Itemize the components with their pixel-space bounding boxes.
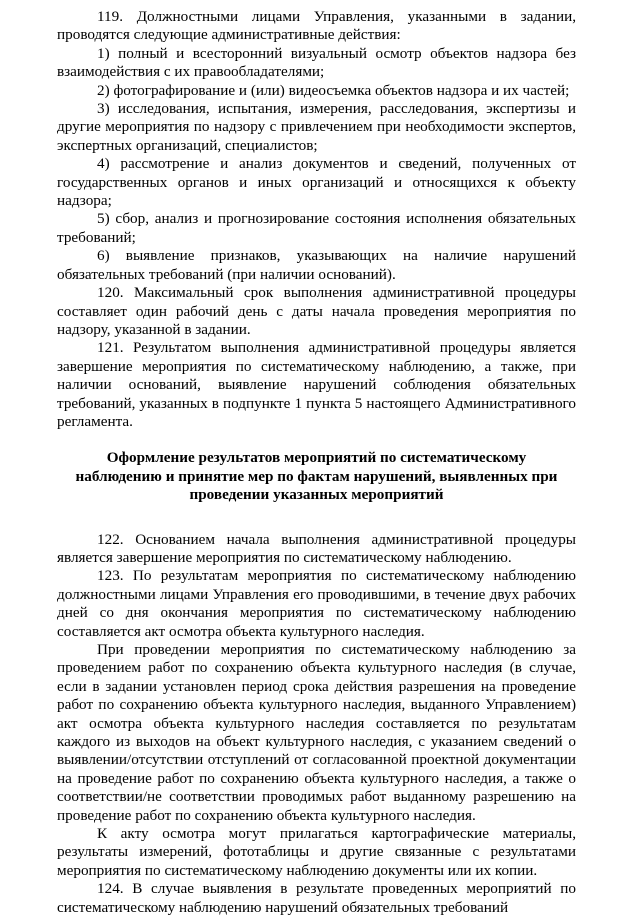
list-item-6: 6) выявление признаков, указывающих на наличие нарушений обязательных требований (при наличии оснований). [57,247,576,283]
section-heading: Оформление результатов мероприятий по систематическому наблюдению и принятие мер по фактам нарушений, выявленных при проведении указанных мероприятий [75,449,558,504]
paragraph-119: 119. Должностными лицами Управления, указанными в задании, проводятся следующие административные действия: [57,8,576,44]
list-item-1: 1) полный и всесторонний визуальный осмотр объектов надзора без взаимодействия с их правообладателями; [57,44,576,81]
list-item-4: 4) рассмотрение и анализ документов и сведений, полученных от государственных органов и иных организаций и относящихся к объекту надзора; [57,155,576,210]
paragraph-123-attachments: К акту осмотра могут прилагаться картографические материалы, результаты измерений, фототаблицы и другие связанные с результатами мероприятия по систематическому наблюдению документы или их копии. [57,825,576,879]
paragraph-123-detail: При проведении мероприятия по систематическому наблюдению за проведением работ по сохранению объекта культурного наследия (в случае, если в задании установлен период срока действия разрешения на проведение работ по сохранению объекта культурного наследия, выданного Управлением) акт осмотра объекта культурного наследия составляется по результатам каждого из выходов на объект культурного наследия, с указанием сведений о выявлении/отсутствии отступлений от согласованной проектной документации на проведение работ по сохранению объекта культурного наследия, а также о соответствии/не соответствии проводимых работ выданному разрешению на проведение работ по сохранению объекта культурного наследия. [57,641,576,824]
paragraph-120: 120. Максимальный срок выполнения административной процедуры составляет один рабочий день с даты начала проведения мероприятия по надзору, указанной в задании. [57,284,576,338]
paragraph-121: 121. Результатом выполнения административной процедуры является завершение мероприятия по систематическому наблюдению, а также, при наличии оснований, выявление нарушений соблюдения обязательных требований, указанных в подпункте 1 пункта 5 настоящего Административного регламента. [57,339,576,430]
list-item-3: 3) исследования, испытания, измерения, расследования, экспертизы и другие мероприятия по надзору с привлечением при необходимости экспертов, экспертных организаций, специалистов; [57,100,576,154]
paragraph-123: 123. По результатам мероприятия по систематическому наблюдению должностными лицами Управления его проводившими, в течение двух рабочих дней со дня окончания мероприятия по систематическому наблюдению составляется акт осмотра объекта культурного наследия. [57,567,576,640]
paragraph-122: 122. Основанием начала выполнения административной процедуры является завершение мероприятия по систематическому наблюдению. [57,530,576,566]
list-item-5: 5) сбор, анализ и прогнозирование состояния исполнения обязательных требований; [57,210,576,246]
document-page [57,8,576,917]
paragraph-124: 124. В случае выявления в результате проведенных мероприятий по систематическому наблюдению нарушений обязательных требований [57,880,576,916]
list-item-2: 2) фотографирование и (или) видеосъемка объектов надзора и их частей; [97,81,570,99]
